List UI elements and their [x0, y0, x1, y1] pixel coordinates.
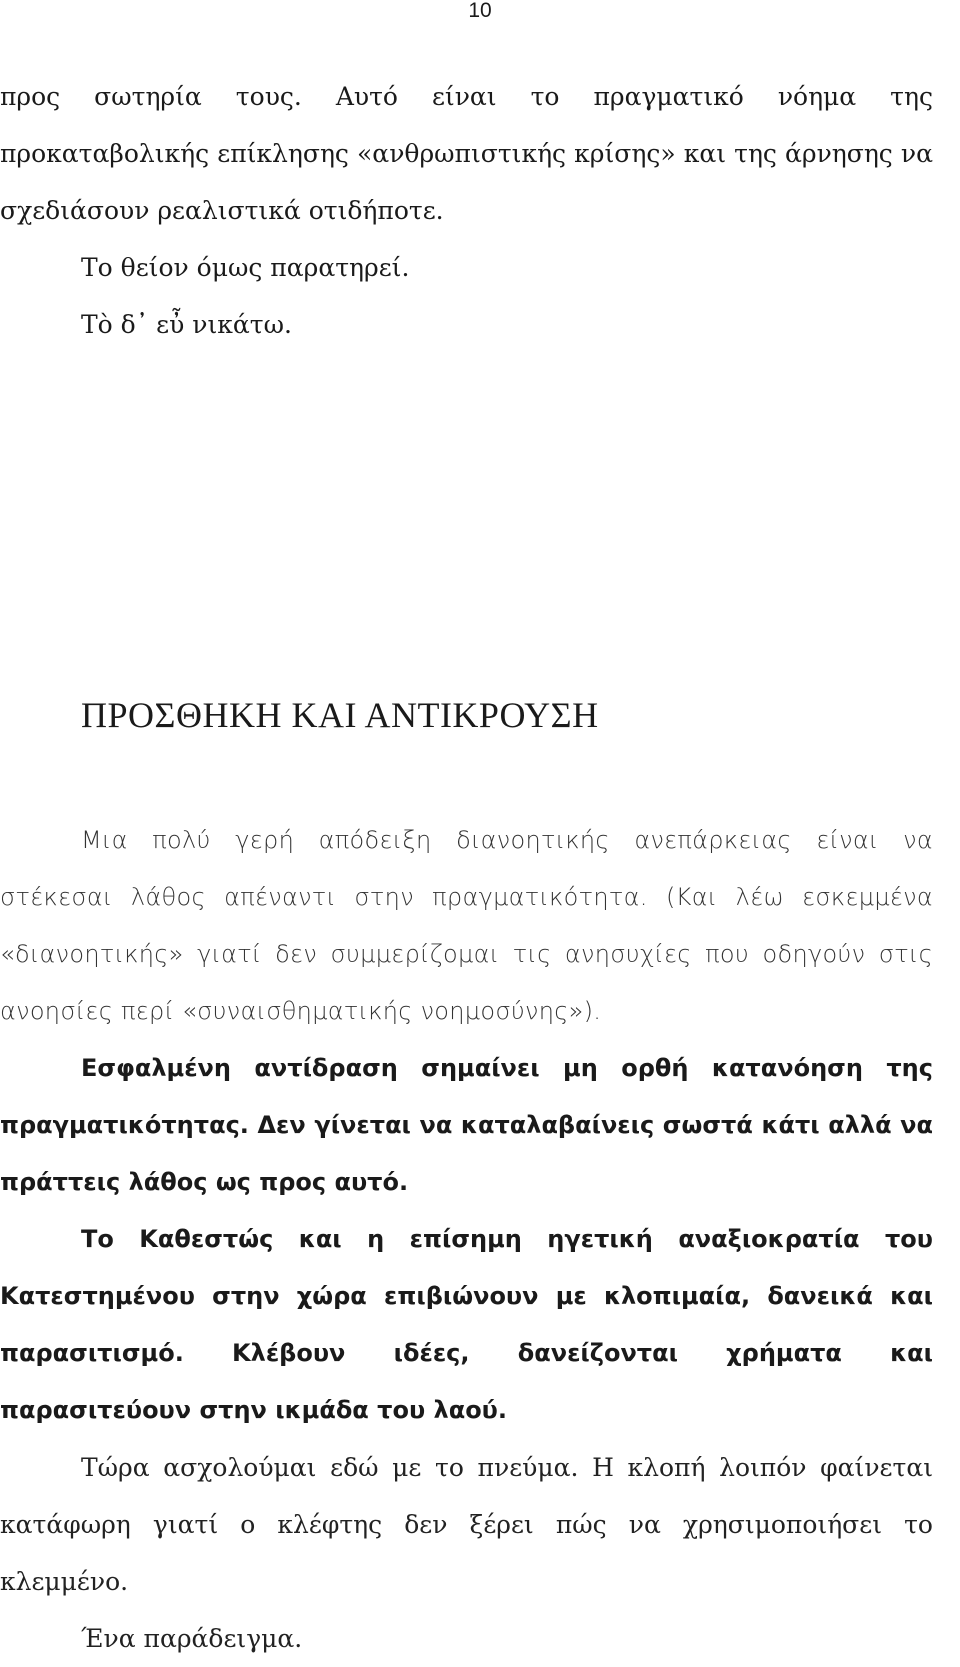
continuation-paragraph: προς σωτηρία τους. Αυτό είναι το πραγματικό νόημα της προκαταβολικής επίκλησης «ανθρωπιστικής κρίσης» και της άρνησης να σχεδιάσουν ρεαλιστικά οτιδήποτε.: [0, 82, 933, 225]
paragraph-wrong-reaction: Εσφαλμένη αντίδραση σημαίνει μη ορθή κατανόηση της πραγματικότητας. Δεν γίνεται να καταλαβαίνεις σωστά κάτι αλλά να πράττεις λάθος ως προς αυτό.: [0, 1054, 933, 1196]
paragraph-example: Ένα παράδειγμα.: [81, 1624, 303, 1653]
ancient-quote-line: Τὸ δ᾽ εὖ νικάτω.: [81, 310, 292, 339]
page-number: 10: [468, 0, 492, 22]
paragraph-regime: Το Καθεστώς και η επίσημη ηγετική αναξιοκρατία του Κατεστημένου στην χώρα επιβιώνουν με κλοπιμαία, δανεικά και παρασιτισμό. Κλέβουν ιδέες, δανείζονται χρήματα και παρασιτεύουν στην ικμάδα του λαού.: [0, 1225, 933, 1424]
top-text-block: [0, 68, 933, 353]
paragraph-spirit: Τώρα ασχολούμαι εδώ με το πνεύμα. Η κλοπή λοιπόν φαίνεται κατάφωρη γιατί ο κλέφτης δεν ξέρει πώς να χρησιμοποιήσει το κλεμμένο.: [0, 1453, 933, 1596]
section-heading: ΠΡΟΣΘΗΚΗ ΚΑΙ ΑΝΤΙΚΡΟΥΣΗ: [81, 695, 599, 735]
section-body: [0, 812, 933, 1667]
observation-line: Το θείον όμως παρατηρεί.: [81, 253, 410, 282]
paragraph-intellectual-inadequacy: Μια πολύ γερή απόδειξη διανοητικής ανεπάρκειας είναι να στέκεσαι λάθος απέναντι στην πραγματικότητα. (Και λέω εσκεμμένα «διανοητικής» γιατί δεν συμμερίζομαι τις ανησυχίες που οδηγούν στις ανοησίες περί «συναισθηματικής νοημοσύνης»).: [0, 826, 933, 1025]
